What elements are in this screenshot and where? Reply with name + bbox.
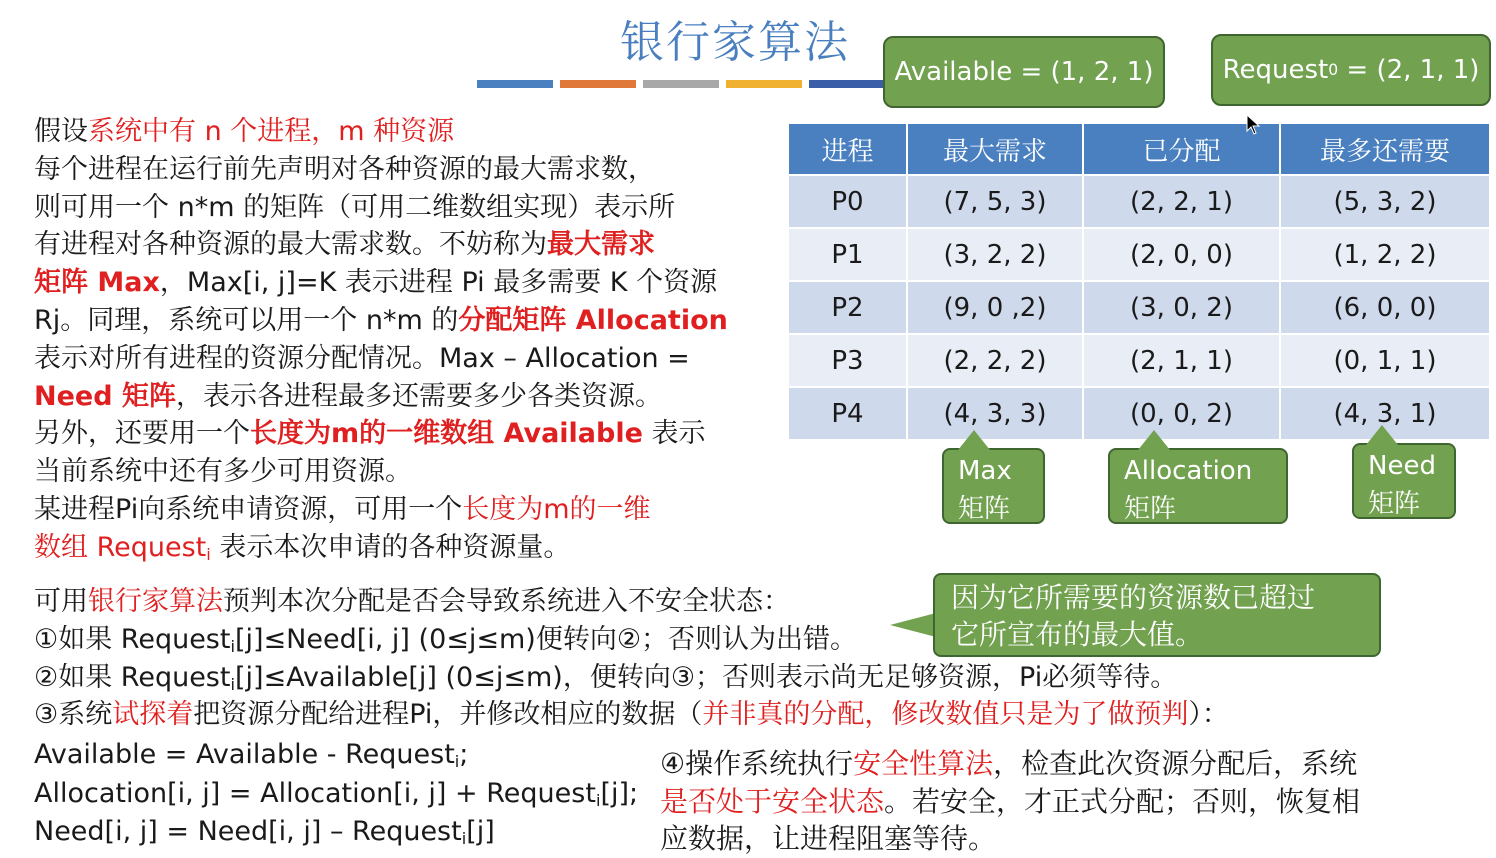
cell-max: (2, 2, 2) [907,334,1083,387]
text-span: 把资源分配给进程Pi，并修改相应的数据（ [193,699,703,731]
highlight-span: 长度为m的一维 [462,493,651,525]
max-matrix-callout [942,448,1045,524]
text-line: 应数据，让进程阻塞等待。 [660,822,997,855]
cell-process: P4 [789,387,907,439]
formula-available [34,736,638,775]
request-label: Request [1222,55,1329,85]
highlight-span: 数组 Request [34,531,207,563]
cell-allocation: (2, 0, 0) [1083,228,1280,281]
text-span: Allocation[i, j] = Allocation[i, j] + Request [34,777,596,809]
callout-line: 因为它所需要的资源数已超过 [951,581,1316,614]
text-span: [j]≤Need[i, j] (0≤j≤m)便转向②；否则认为出错。 [234,623,858,655]
deco-segment [726,80,802,88]
text-span: ①如果 Request [34,623,231,655]
text-span: 。若安全，才正式分配；否则，恢复相 [884,784,1361,818]
step-3 [34,696,1474,734]
text-span: 预判本次分配是否会导致系统进入不安全状态： [223,586,790,617]
highlight-span: 是否处于安全状态 [660,784,885,818]
text-line: 每个进程在运行前先声明对各种资源的最大需求数， [34,153,655,185]
text-line [34,264,784,302]
cell-need: (1, 2, 2) [1280,228,1490,281]
explanation-text [34,113,784,567]
cell-max: (3, 2, 2) [907,228,1083,281]
text-line [34,415,784,453]
text-span: Rj。同理，系统可以用一个 n*m 的 [34,304,459,336]
subscript: i [230,674,235,694]
text-span: 另外，还要用一个 [34,418,250,450]
text-span: Need[i, j] = Need[i, j] – Request [34,816,462,847]
formula-allocation [34,775,638,814]
step-4 [660,745,1460,858]
callout-line: 矩阵 [958,494,1011,524]
text-span: ④操作系统执行 [660,747,854,780]
cell-need: (0, 1, 1) [1280,334,1490,387]
step-2 [34,659,1474,697]
cell-max: (9, 0 ,2) [907,281,1083,334]
need-matrix-callout [1352,443,1456,519]
cell-max: (7, 5, 3) [907,175,1083,228]
text-span: ③系统 [34,699,113,731]
text-span: ，表示各进程最多还需要多少各类资源。 [175,380,662,412]
highlight-span: 矩阵 Max [34,267,160,299]
deco-segment [809,80,885,88]
subscript: i [230,636,235,656]
text-line [34,378,784,416]
text-span: 表示本次申请的各种资源量。 [210,531,571,563]
text-span: 假设 [34,116,88,147]
deco-segment [643,80,719,88]
cell-need: (5, 3, 2) [1280,175,1490,228]
available-vector-box: Available = (1, 2, 1) [883,36,1165,108]
text-line: 表示对所有进程的资源分配情况。Max – Allocation = [34,342,690,374]
text-line [660,745,1460,783]
text-line [34,113,784,151]
callout-line: 矩阵 [1368,489,1421,519]
page-title: 银行家算法 [620,17,850,68]
cell-process: P1 [789,228,907,281]
highlight-span: 分配矩阵 Allocation [458,304,728,336]
cell-need: (4, 3, 1) [1280,387,1490,439]
cell-process: P3 [789,334,907,387]
text-line [660,783,1460,821]
request-value: = (2, 1, 1) [1338,55,1480,85]
callout-line: Need [1368,451,1436,481]
text-span: ; [459,739,469,770]
text-span: ，检查此次资源分配后，系统 [993,747,1358,780]
highlight-span: 安全性算法 [853,747,994,780]
text-line: 当前系统中还有多少可用资源。 [34,456,412,488]
deco-segment [477,80,553,88]
header-allocation: 已分配 [1083,124,1280,175]
subscript: i [595,790,601,810]
text-span: 表示 [642,418,706,450]
highlight-span: 长度为m的一维数组 Available [250,418,643,450]
highlight-span: 系统中有 n 个进程，m 种资源 [88,116,455,147]
text-span: [j]≤Available[j] (0≤j≤m)，便转向③；否则表示尚无足够资源，Pi必须等待。 [234,661,1178,693]
table-row [789,175,1490,228]
cell-process: P2 [789,281,907,334]
text-span: ②如果 Request [34,661,231,693]
text-span: 可用 [34,586,88,617]
highlight-span: 并非真的分配，修改数值只是为了做预判 [702,699,1189,731]
highlight-span: 银行家算法 [88,586,223,617]
highlight-span: Need 矩阵 [34,380,176,412]
deco-segment [560,80,636,88]
text-span: ）： [1188,699,1229,731]
cell-allocation: (2, 2, 1) [1083,175,1280,228]
subscript: i [206,544,211,564]
text-span: [j] [466,816,495,847]
text-span: Available = Available - Request [34,739,455,770]
cell-need: (6, 0, 0) [1280,281,1490,334]
callout-line: Max [958,456,1012,486]
text-span: [j]; [600,777,639,809]
text-line [34,529,784,567]
table-header-row [789,124,1490,175]
formula-need [34,813,638,852]
text-span: ，Max[i, j]=K 表示进程 Pi 最多需要 K 个资源 [159,267,718,299]
table-row [789,334,1490,387]
cell-process: P0 [789,175,907,228]
cell-allocation: (0, 0, 2) [1083,387,1280,439]
callout-line: 它所宣布的最大值。 [951,618,1204,651]
text-line [34,491,784,529]
text-line: 则可用一个 n*m 的矩阵（可用二维数组实现）表示所 [34,191,676,223]
text-span: 某进程Pi向系统申请资源，可用一个 [34,493,463,525]
highlight-span: 试探着 [112,699,194,731]
header-process: 进程 [789,124,907,175]
subscript: i [454,752,460,772]
subscript: i [461,829,467,849]
resource-table [789,124,1491,439]
callout-line: Allocation [1124,456,1253,486]
table-row [789,281,1490,334]
text-line [34,302,784,340]
header-max: 最大需求 [907,124,1083,175]
cell-allocation: (3, 0, 2) [1083,281,1280,334]
update-formulas [34,736,638,852]
table-row [789,228,1490,281]
text-line [34,226,784,264]
highlight-span: 最大需求 [547,229,655,261]
error-reason-callout [933,573,1381,657]
allocation-matrix-callout [1108,448,1288,524]
cell-max: (4, 3, 3) [907,387,1083,439]
text-span: 有进程对各种资源的最大需求数。不妨称为 [34,229,547,261]
error-callout-pointer [890,613,936,637]
request-vector-box: Request 0 = (2, 1, 1) [1211,34,1491,106]
cell-allocation: (2, 1, 1) [1083,334,1280,387]
callout-line: 矩阵 [1124,494,1177,524]
mouse-cursor-icon [1246,114,1262,136]
header-need: 最多还需要 [1280,124,1490,175]
decorative-color-bar [477,80,885,88]
